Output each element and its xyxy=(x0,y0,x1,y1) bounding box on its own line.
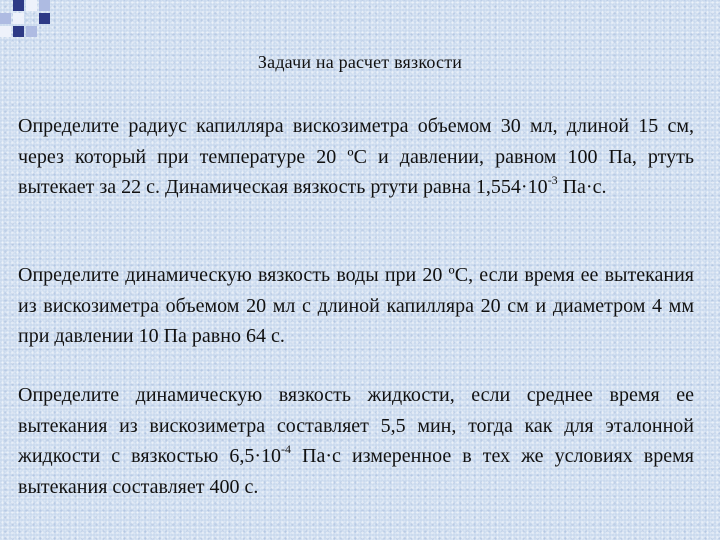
slide-title: Задачи на расчет вязкости xyxy=(257,52,463,72)
problem-3-exponent: -4 xyxy=(281,442,292,457)
decor-square xyxy=(26,26,37,37)
problem-1-unit: Па·с. xyxy=(557,176,607,198)
decor-square xyxy=(0,13,11,24)
decor-square xyxy=(13,26,24,37)
decor-square xyxy=(0,26,11,37)
corner-decoration xyxy=(0,0,60,48)
decor-square xyxy=(39,13,50,24)
decor-square xyxy=(39,0,50,11)
problem-1-text: Определите радиус капилляра вискозиметра объемом 30 мл, длиной 15 см, через который при температуре 20 ºС и давлении, равном 100 Па, ртуть вытекает за 22 с. Динамическая вязкость ртути равна 1,554·10 xyxy=(18,115,694,198)
problem-1 xyxy=(18,111,694,203)
problem-2 xyxy=(18,260,694,352)
problem-2-text: Определите динамическую вязкость воды при 20 ºС, если время ее вытекания из вискозиметра объемом 20 мл с длиной капилляра 20 см и диаметром 4 мм при давлении 10 Па равно 64 с. xyxy=(18,264,694,347)
problem-3-text: Определите динамическую вязкость жидкости, если среднее время ее вытекания из вискозиметра составляет 5,5 мин, тогда как для эталонной жидкости с вязкостью 6,5·10 xyxy=(18,384,694,467)
decor-square xyxy=(26,0,37,11)
decor-square xyxy=(13,13,24,24)
problem-3 xyxy=(18,380,694,502)
problem-1-exponent: -3 xyxy=(547,173,558,188)
decor-square xyxy=(13,0,24,11)
problem-3-tail: Па·с измеренное в тех же условиях время вытекания составляет 400 с. xyxy=(18,445,694,498)
